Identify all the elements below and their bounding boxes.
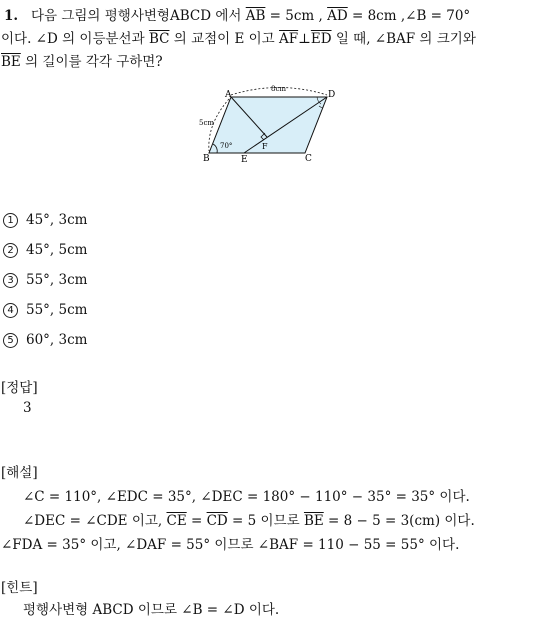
segment-be: $\overline{BE}$ (1, 54, 21, 70)
question-line-3 (1, 50, 163, 70)
question-text: 의 길이를 각각 구하면? (20, 54, 163, 70)
explanation-text: = 8 − 5 = 3(cm) 이다. (323, 513, 475, 529)
vertex-c: C (305, 154, 312, 164)
explanation-text: ∠DEC = ∠CDE 이고, (23, 513, 163, 529)
choice-text: 55°, 5cm (26, 302, 88, 318)
choice-text: 45°, 5cm (26, 242, 88, 258)
explanation-line-3: ∠FDA = 35° 이고, ∠DAF = 55° 이므로 ∠BAF = 110 − 55 = 55° 이다. (1, 537, 460, 553)
question-text: = 8cm ,∠B = 70° (347, 8, 471, 24)
choice-text: 55°, 3cm (26, 272, 88, 288)
answer-header: [정답] (1, 380, 38, 396)
choice-2[interactable] (3, 242, 87, 258)
question-line-2 (1, 27, 476, 47)
segment-be: $\overline{BE}$ (303, 513, 324, 529)
hint-header: [힌트] (1, 580, 38, 596)
question-number: 1. (4, 8, 19, 24)
angle-b-label: 70° (220, 142, 233, 150)
segment-af: $\overline{AF}$ (279, 31, 299, 47)
vertex-e: E (241, 155, 248, 165)
explanation-line-2 (23, 509, 475, 529)
length-top: 8cm (271, 85, 287, 93)
segment-ed: $\overline{ED}$ (310, 31, 332, 47)
choice-4[interactable] (3, 302, 87, 318)
segment-bc: $\overline{BC}$ (148, 31, 170, 47)
choice-mark: 3 (3, 273, 18, 288)
choice-5[interactable] (3, 332, 87, 348)
choice-mark: 5 (3, 333, 18, 348)
segment-ad: $\overline{AD}$ (327, 8, 348, 24)
choice-text: 45°, 3cm (26, 212, 88, 228)
length-left: 5cm (199, 119, 215, 127)
question-text: 이다. ∠D 의 이등분선과 (1, 31, 145, 47)
segment-ab: $\overline{AB}$ (245, 8, 266, 24)
choice-1[interactable] (3, 212, 87, 228)
choice-mark: 2 (3, 243, 18, 258)
hint-text: 평행사변형 ABCD 이므로 ∠B = ∠D 이다. (23, 602, 280, 618)
explanation-text: = (186, 513, 207, 529)
choice-mark: 1 (3, 213, 18, 228)
question-line-1 (4, 4, 470, 24)
segment-cd: $\overline{CD}$ (206, 513, 228, 529)
parallelogram-figure (195, 80, 345, 170)
answer-value: 3 (23, 400, 32, 416)
vertex-a: A (225, 90, 232, 100)
explanation-line-1: ∠C = 110°, ∠EDC = 35°, ∠DEC = 180° − 110° − 35° = 35° 이다. (23, 489, 470, 505)
point-f: F (262, 142, 268, 151)
perp-symbol: ⊥ (298, 31, 311, 47)
choice-text: 60°, 3cm (26, 332, 88, 348)
explanation-text: = 5 이므로 (227, 513, 300, 529)
question-text: 의 교점이 E 이고 (169, 31, 275, 47)
question-text: 다음 그림의 평행사변형ABCD 에서 (30, 8, 242, 24)
vertex-d: D (328, 90, 336, 100)
explanation-header: [해설] (1, 465, 38, 481)
question-text: = 5cm , (265, 8, 323, 24)
choice-mark: 4 (3, 303, 18, 318)
question-text: 일 때, ∠BAF 의 크기와 (331, 31, 476, 47)
segment-ce: $\overline{CE}$ (166, 513, 187, 529)
choice-3[interactable] (3, 272, 87, 288)
vertex-b: B (203, 154, 210, 164)
